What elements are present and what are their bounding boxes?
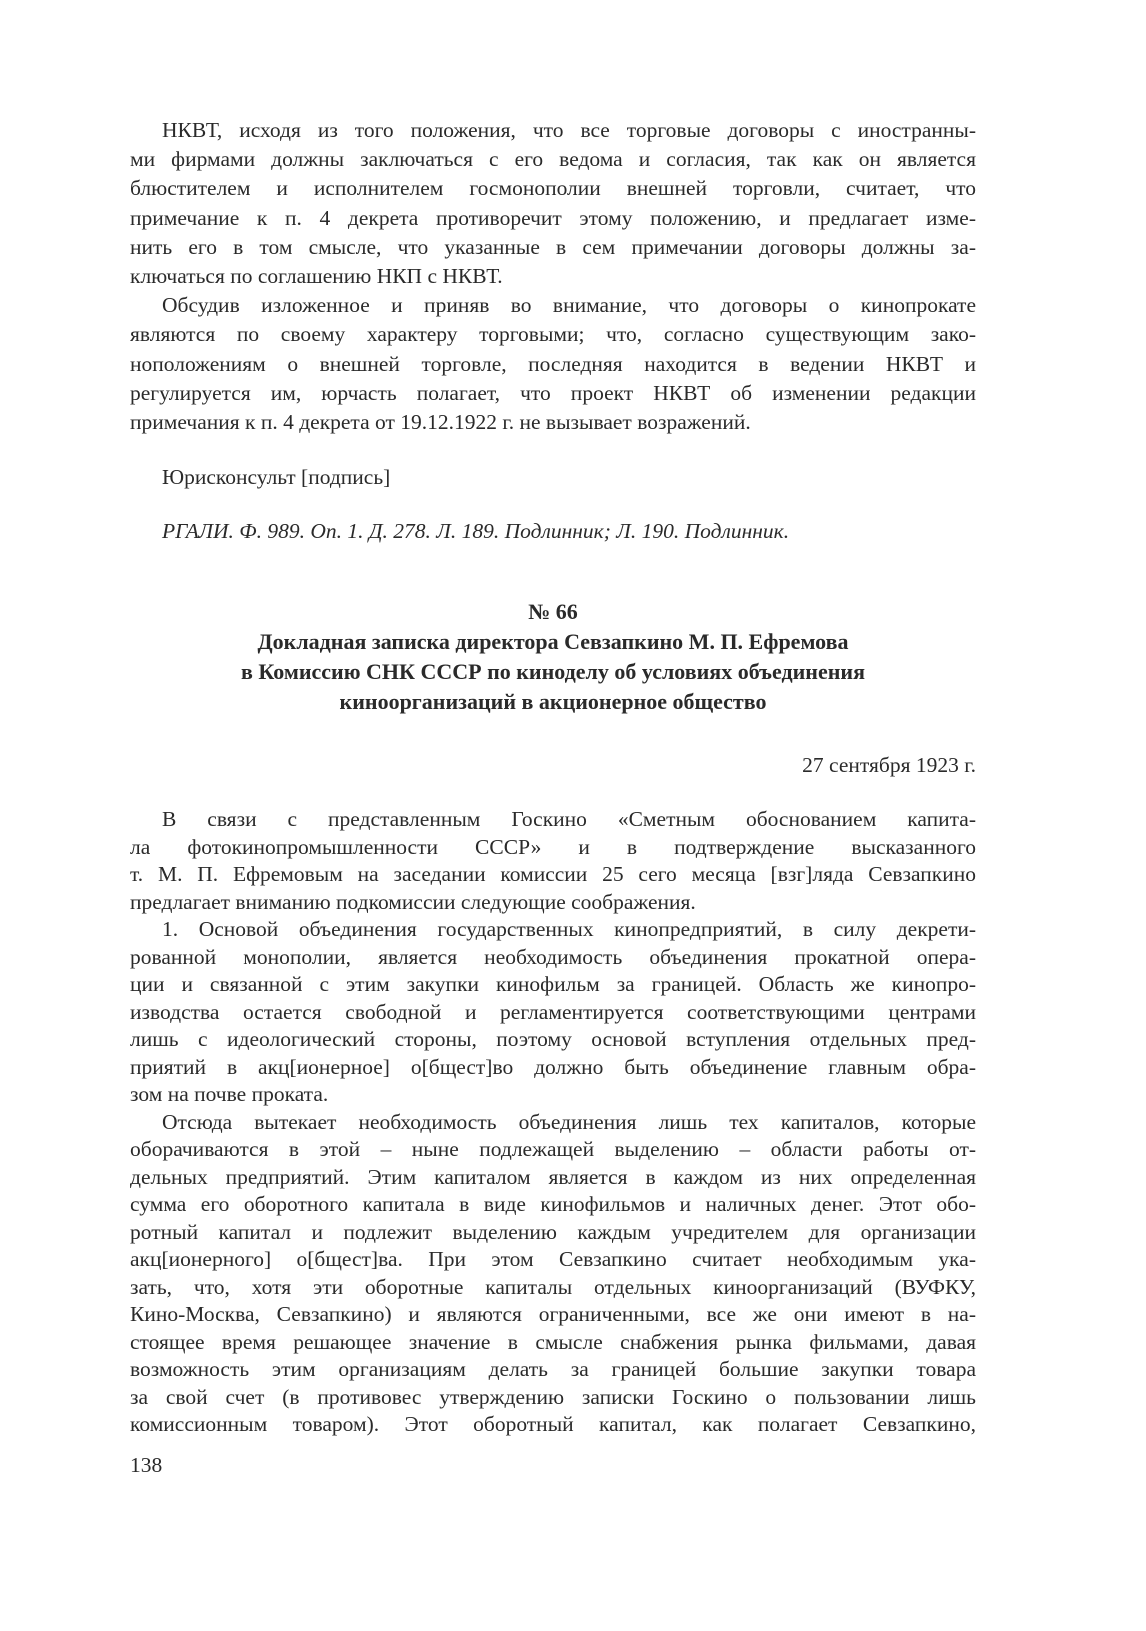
text-line: приятий в акц[ионерное] о[бщест]во должно быть объединение главным обра- xyxy=(130,1054,976,1079)
text-line: акц[ионерного] о[бщест]ва. При этом Севзапкино считает необходимым ука- xyxy=(130,1247,976,1271)
text-line: зом на почве проката. xyxy=(130,1082,329,1106)
text-line: примечание к п. 4 декрета противоречит этому положению, и предлагает изме- xyxy=(130,205,976,230)
text-line: рованной монополии, является необходимость объединения прокатной опера- xyxy=(130,944,976,969)
paragraph xyxy=(130,116,976,291)
paragraph xyxy=(130,806,976,916)
text-line: изводства остается свободной и регламентируется соответствующими центрами xyxy=(130,999,976,1024)
text-line: т. М. П. Ефремовым на заседании комиссии 25 сего месяца [взг]ляда Севзапкино xyxy=(130,862,976,886)
text-line: В связи с представленным Госкино «Сметным обоснованием капита- xyxy=(162,807,976,831)
document-title-line: в Комиссию СНК СССР по киноделу об условиях объединения xyxy=(241,659,865,684)
paragraph xyxy=(130,916,976,1109)
text-line: ключаться по соглашению НКП с НКВТ. xyxy=(130,264,503,289)
text-line: комиссионным товаром). Этот оборотный капитал, как полагает Севзапкино, xyxy=(130,1412,976,1436)
text-line: ции и связанной с этим закупки кинофильм за границей. Область же кинопро- xyxy=(130,972,976,996)
text-line: Кино-Москва, Севзапкино) и являются ограниченными, все же они имеют в на- xyxy=(130,1302,976,1326)
page-number: 138 xyxy=(130,1453,163,1477)
document-number: № 66 xyxy=(528,599,578,624)
text-line: лишь с идеологический стороны, поэтому основой вступления отдельных пред- xyxy=(130,1027,976,1051)
text-line: Обсудив изложенное и приняв во внимание, что договоры о кинопрокате xyxy=(162,293,976,318)
text-line: оборачиваются в этой – ныне подлежащей выделению – области работы от- xyxy=(130,1137,976,1161)
body-text xyxy=(130,806,976,1439)
document-title-line: Докладная записка директора Севзапкино М. П. Ефремова xyxy=(257,629,849,654)
text-line: нить его в том смысле, что указанные в сем примечании договоры должны за- xyxy=(130,234,976,259)
text-line: зать, что, хотя эти оборотные капиталы отдельных киноорганизаций (ВУФКУ, xyxy=(130,1274,976,1299)
text-line: Отсюда вытекает необходимость объединения лишь тех капиталов, которые xyxy=(162,1109,976,1134)
signature-line: Юрисконсульт [подпись] xyxy=(162,465,391,489)
paragraph xyxy=(130,291,976,437)
text-line: возможность этим организациям делать за границей большие закупки товара xyxy=(130,1357,976,1381)
archive-source-citation: РГАЛИ. Ф. 989. Оп. 1. Д. 278. Л. 189. Подлинник; Л. 190. Подлинник. xyxy=(162,519,790,543)
text-line: НКВТ, исходя из того положения, что все торговые договоры с иностранны- xyxy=(162,118,976,142)
document-date: 27 сентября 1923 г. xyxy=(802,753,976,777)
text-line: примечания к п. 4 декрета от 19.12.1922 г. не вызывает возражений. xyxy=(130,410,751,435)
text-line: предлагает вниманию подкомиссии следующие соображения. xyxy=(130,889,696,914)
text-line: дельных предприятий. Этим капиталом является в каждом из них определенная xyxy=(130,1164,976,1189)
text-line: ноположениям о внешней торговле, последняя находится в ведении НКВТ и xyxy=(130,351,976,376)
text-line: ла фотокинопромышленности СССР» и в подтверждение высказанного xyxy=(130,834,976,859)
document-heading xyxy=(130,597,976,717)
text-line: ми фирмами должны заключаться с его ведома и согласия, так как он является xyxy=(130,147,976,172)
text-line: являются по своему характеру торговыми; что, согласно существующим зако- xyxy=(130,322,976,347)
text-line: регулируется им, юрчасть полагает, что проект НКВТ об изменении редакции xyxy=(130,380,976,405)
text-line: ротный капитал и подлежит выделению каждым учредителем для организации xyxy=(130,1219,976,1244)
text-line: за свой счет (в противовес утверждению записки Госкино о пользовании лишь xyxy=(130,1384,976,1409)
paragraph xyxy=(130,1109,976,1439)
text-line: стоящее время решающее значение в смысле снабжения рынка фильмами, давая xyxy=(130,1329,976,1354)
text-line: блюстителем и исполнителем госмонополии внешней торговли, считает, что xyxy=(130,176,976,201)
text-line: сумма его оборотного капитала в виде кинофильмов и наличных денег. Этот обо- xyxy=(130,1192,976,1216)
text-line: 1. Основой объединения государственных кинопредприятий, в силу декрети- xyxy=(162,917,976,941)
top-text xyxy=(130,116,976,437)
document-title-line: киноорганизаций в акционерное общество xyxy=(339,689,767,714)
